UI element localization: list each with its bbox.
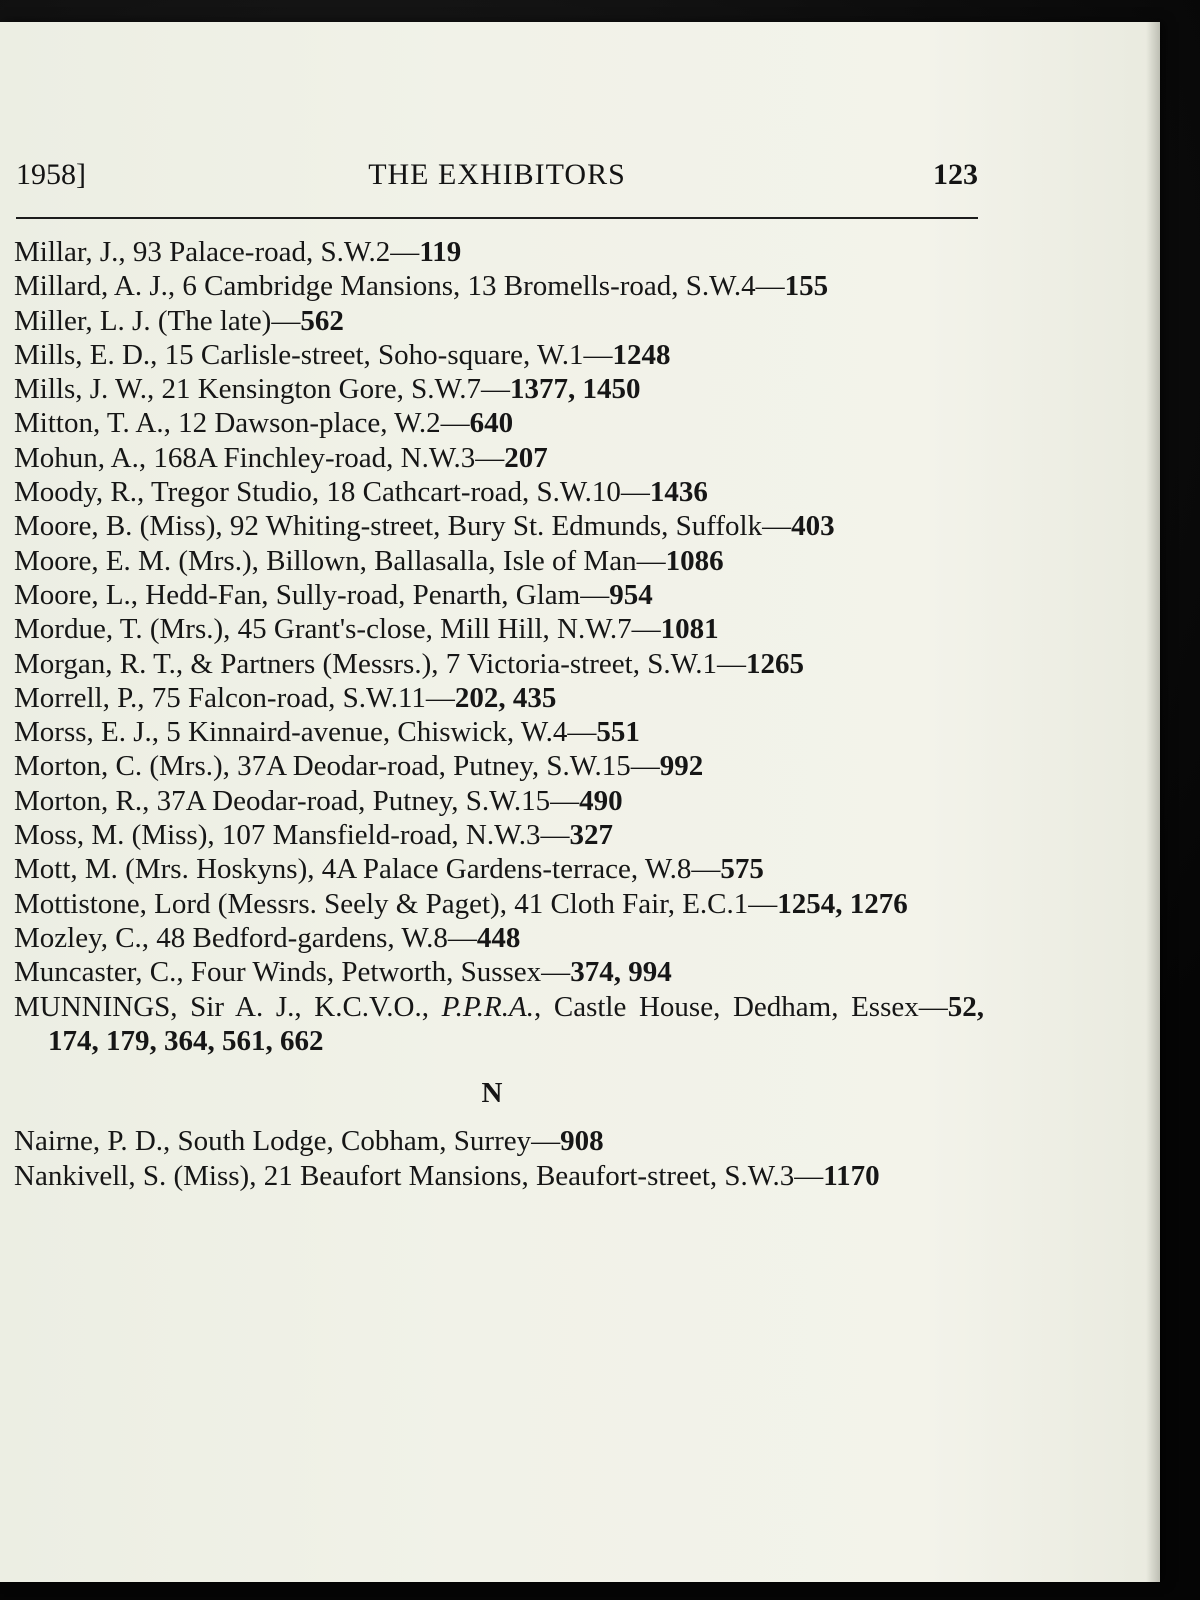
entry-name-address: Miller, L. J. (The late)— [14, 304, 301, 337]
exhibitor-entry [14, 578, 984, 612]
entry-name-address: Mott, M. (Mrs. Hoskyns), 4A Palace Gardens-terrace, W.8— [14, 853, 721, 886]
entry-name-address: Morgan, R. T., & Partners (Messrs.), 7 Victoria-street, S.W.1— [14, 647, 747, 680]
entry-text: MUNNINGS, Sir A. J., K.C.V.O., [14, 990, 442, 1023]
entry-catalogue-numbers: 327 [569, 819, 614, 852]
entry-catalogue-numbers: 403 [791, 510, 835, 543]
entry-catalogue-numbers: 992 [659, 750, 704, 783]
entry-catalogue-numbers: 374, 994 [570, 956, 672, 989]
entry-name-address: Moss, M. (Miss), 107 Mansfield-road, N.W.3— [14, 819, 570, 852]
entry-name-address: Muncaster, C., Four Winds, Petworth, Sussex— [14, 956, 571, 989]
book-page [0, 22, 1160, 1582]
exhibitor-list [14, 235, 984, 1193]
entry-name-address: Millard, A. J., 6 Cambridge Mansions, 13 Bromells-road, S.W.4— [14, 270, 785, 303]
entry-catalogue-numbers: 575 [720, 853, 764, 886]
entry-catalogue-numbers: 954 [609, 578, 653, 611]
entry-catalogue-numbers: 119 [419, 236, 462, 268]
exhibitor-entry [14, 749, 984, 783]
exhibitor-entry [14, 852, 984, 886]
exhibitor-entry [14, 921, 984, 955]
exhibitor-entry [14, 372, 984, 406]
exhibitor-list-n [14, 1124, 984, 1193]
entry-name-address: Mills, E. D., 15 Carlisle-street, Soho-square, W.1— [14, 338, 613, 371]
entry-catalogue-numbers: 1086 [665, 544, 724, 577]
entry-name-address: Morrell, P., 75 Falcon-road, S.W.11— [14, 681, 455, 714]
entry-catalogue-numbers: 1265 [746, 647, 805, 680]
exhibitor-entry [14, 1124, 984, 1158]
entry-catalogue-numbers: 908 [560, 1125, 604, 1158]
entry-name-address: Mottistone, Lord (Messrs. Seely & Paget), 41 Cloth Fair, E.C.1— [14, 887, 778, 920]
entry-name-address: Moore, L., Hedd-Fan, Sully-road, Penarth, Glam— [14, 578, 610, 611]
entry-name-address: Millar, J., 93 Palace-road, S.W.2— [14, 236, 420, 268]
entry-name-address: Morton, C. (Mrs.), 37A Deodar-road, Putney, S.W.15— [14, 750, 660, 783]
entry-catalogue-numbers: 1248 [612, 338, 671, 371]
entry-name-address: Nankivell, S. (Miss), 21 Beaufort Mansions, Beaufort-street, S.W.3— [14, 1159, 824, 1192]
entry-name-address: Moore, B. (Miss), 92 Whiting-street, Bury St. Edmunds, Suffolk— [14, 510, 792, 543]
entry-name-address: Mohun, A., 168A Finchley-road, N.W.3— [14, 441, 505, 474]
entry-name-address: Morton, R., 37A Deodar-road, Putney, S.W.15— [14, 784, 580, 817]
entry-name-address: Nairne, P. D., South Lodge, Cobham, Surrey— [14, 1125, 561, 1158]
entry-name-address: Morss, E. J., 5 Kinnaird-avenue, Chiswick, W.4— [14, 716, 597, 749]
entry-catalogue-numbers: 202, 435 [454, 681, 557, 714]
header-rule [16, 217, 978, 219]
exhibitor-list-m [14, 235, 984, 990]
entry-catalogue-numbers: 551 [596, 716, 640, 749]
entry-catalogue-numbers: 155 [784, 270, 829, 303]
exhibitor-entry [14, 441, 984, 475]
exhibitor-entry [14, 955, 984, 989]
exhibitor-entry [14, 544, 984, 578]
entry-name-address: Moore, E. M. (Mrs.), Billown, Ballasalla, Isle of Man— [14, 544, 666, 577]
exhibitor-entry [14, 304, 984, 338]
entry-catalogue-numbers: 448 [476, 921, 521, 954]
entry-name-address: Mitton, T. A., 12 Dawson-place, W.2— [14, 407, 470, 440]
page-number: 123 [933, 158, 978, 191]
exhibitor-entry [14, 235, 984, 269]
exhibitor-entry [14, 1159, 984, 1193]
exhibitor-entry [14, 475, 984, 509]
exhibitor-entry [14, 647, 984, 681]
entry-name-address: Mills, J. W., 21 Kensington Gore, S.W.7— [14, 373, 510, 406]
entry-catalogue-numbers: 207 [504, 441, 548, 474]
entry-catalogue-numbers: 640 [469, 407, 514, 440]
page-title: THE EXHIBITORS [368, 158, 626, 191]
entry-title-italic: P.P.R.A. [441, 990, 534, 1023]
entry-name-address: Mordue, T. (Mrs.), 45 Grant's-close, Mill Hill, N.W.7— [14, 613, 661, 646]
header-year: 1958] [16, 158, 86, 191]
entry-catalogue-numbers: 490 [579, 784, 623, 817]
exhibitor-entry [14, 269, 984, 303]
exhibitor-entry-munnings [14, 990, 984, 1059]
section-letter: N [481, 1077, 503, 1110]
exhibitor-entry [14, 338, 984, 372]
entry-catalogue-numbers: 52, 174, 179, 364, 561, 662 [48, 990, 984, 1057]
exhibitor-entry [14, 509, 984, 543]
exhibitor-entry [14, 406, 984, 440]
entry-text: , Castle House, Dedham, Essex— [533, 990, 948, 1023]
entry-catalogue-numbers: 1170 [823, 1159, 880, 1192]
entry-catalogue-numbers: 1377, 1450 [510, 373, 641, 406]
exhibitor-entry [14, 887, 984, 921]
running-header [16, 140, 978, 200]
exhibitor-entry [14, 715, 984, 749]
entry-name-address: Mozley, C., 48 Bedford-gardens, W.8— [14, 921, 477, 954]
entry-catalogue-numbers: 562 [300, 304, 344, 337]
exhibitor-entry [14, 612, 984, 646]
entry-catalogue-numbers: 1436 [649, 476, 708, 509]
exhibitor-entry [14, 818, 984, 852]
entry-catalogue-numbers: 1081 [660, 613, 719, 646]
exhibitor-entry [14, 681, 984, 715]
entry-catalogue-numbers: 1254, 1276 [777, 887, 908, 920]
entry-name-address: Moody, R., Tregor Studio, 18 Cathcart-road, S.W.10— [14, 476, 650, 509]
exhibitor-entry [14, 784, 984, 818]
